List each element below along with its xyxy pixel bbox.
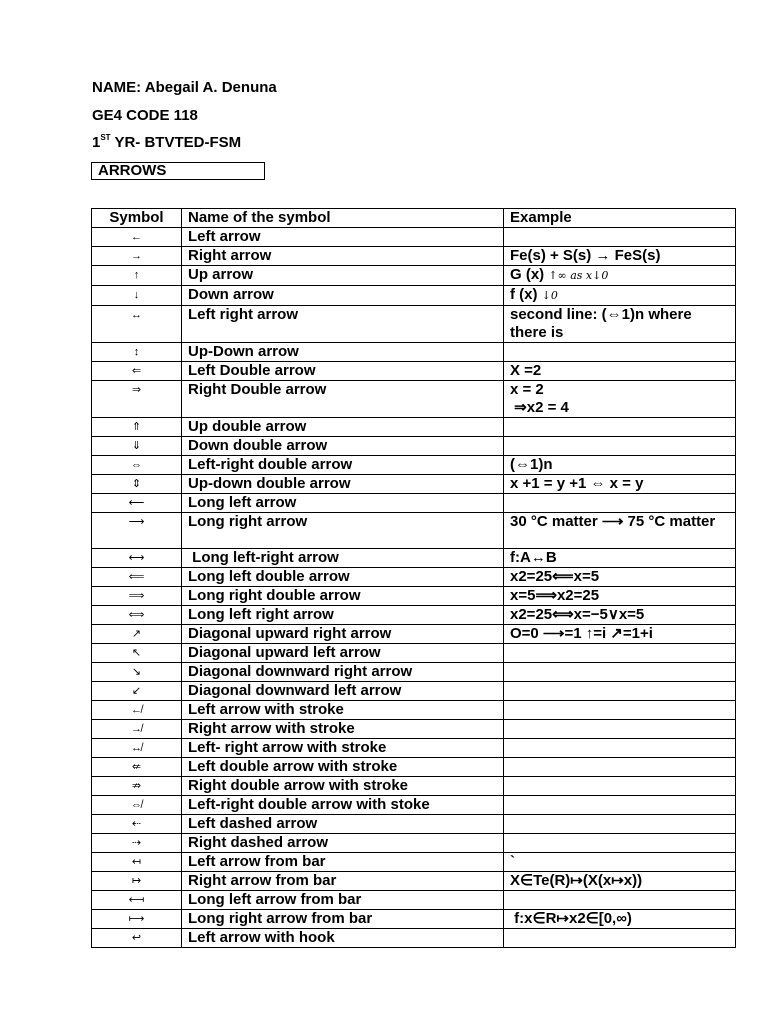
symbol-example (504, 625, 736, 644)
example-text: f:x∈R↦x2∈[0,∞) (510, 910, 632, 927)
table-row (92, 758, 736, 777)
arrow-symbol: ⇏ (92, 777, 182, 796)
example-text: x2=25⟺x=−5∨x=5 (510, 606, 645, 623)
arrow-symbol: ↮ (92, 739, 182, 758)
symbol-example (504, 758, 736, 777)
arrow-symbol: ⇒ (92, 381, 182, 418)
arrow-symbol: ⟸ (92, 568, 182, 587)
symbol-name: Up-Down arrow (182, 343, 504, 362)
table-row (92, 777, 736, 796)
table-row (92, 362, 736, 381)
symbol-name: Left dashed arrow (182, 815, 504, 834)
symbol-name: Long right arrow (182, 513, 504, 549)
arrow-symbol: ⇔ (92, 456, 182, 475)
table-row (92, 872, 736, 891)
example-text: X =2 (510, 362, 542, 379)
symbol-name: Up-down double arrow (182, 475, 504, 494)
symbol-example (504, 777, 736, 796)
example-line2: ⇒x2 = 4 (510, 399, 569, 416)
arrows-table (91, 208, 736, 948)
symbol-name: Long left right arrow (182, 606, 504, 625)
symbol-example (504, 663, 736, 682)
symbol-example (504, 381, 736, 418)
table-row (92, 663, 736, 682)
example-text: x = 2 (510, 381, 544, 398)
table-row (92, 682, 736, 701)
column-header: Name of the symbol (182, 209, 504, 228)
symbol-example (504, 834, 736, 853)
symbol-example (504, 343, 736, 362)
example-text: O=0 ⟶=1 ↑=i ↗=1+i (510, 625, 653, 642)
symbol-name: Diagonal downward right arrow (182, 663, 504, 682)
symbol-example (504, 494, 736, 513)
table-row (92, 853, 736, 872)
table-row (92, 475, 736, 494)
symbol-name: Right arrow with stroke (182, 720, 504, 739)
symbol-example (504, 456, 736, 475)
arrow-symbol: ⇕ (92, 475, 182, 494)
table-row (92, 228, 736, 247)
section-title: ARROWS (91, 162, 265, 180)
example-text: ` (510, 853, 515, 870)
symbol-example (504, 437, 736, 456)
symbol-name: Diagonal upward right arrow (182, 625, 504, 644)
symbol-example (504, 286, 736, 306)
symbol-name: Right Double arrow (182, 381, 504, 418)
symbol-name: Long right double arrow (182, 587, 504, 606)
arrow-symbol: ← (92, 228, 182, 247)
arrow-symbol: ⇑ (92, 418, 182, 437)
symbol-example (504, 796, 736, 815)
arrow-symbol: ↛ (92, 720, 182, 739)
symbol-example (504, 362, 736, 381)
arrow-symbol: ↩ (92, 929, 182, 948)
symbol-example (504, 720, 736, 739)
symbol-name: Long left arrow (182, 494, 504, 513)
symbol-name: Down double arrow (182, 437, 504, 456)
example-subscript: ↑∞ as x↓0 (548, 269, 609, 282)
example-text: x=5⟹x2=25 (510, 587, 600, 604)
symbol-example (504, 872, 736, 891)
symbol-name: Left right arrow (182, 306, 504, 343)
example-text: second line: (⇔1)n where there is (510, 306, 696, 341)
example-text: G (x) (510, 266, 545, 283)
example-text: f (x) (510, 286, 538, 303)
arrow-symbol: ⇠ (92, 815, 182, 834)
symbol-name: Right double arrow with stroke (182, 777, 504, 796)
symbol-example (504, 644, 736, 663)
table-row (92, 266, 736, 286)
symbol-example (504, 682, 736, 701)
symbol-name: Left arrow with hook (182, 929, 504, 948)
symbol-name: Long left double arrow (182, 568, 504, 587)
symbol-name: Left double arrow with stroke (182, 758, 504, 777)
symbol-example (504, 513, 736, 549)
table-row (92, 929, 736, 948)
arrow-symbol: ⟺ (92, 606, 182, 625)
table-row (92, 587, 736, 606)
arrow-symbol: ⇓ (92, 437, 182, 456)
symbol-name: Right arrow (182, 247, 504, 266)
arrow-symbol: ⇎ (92, 796, 182, 815)
example-text: 30 °C matter ⟶ 75 °C matter (510, 513, 716, 530)
arrow-symbol: ↘ (92, 663, 182, 682)
symbol-example (504, 815, 736, 834)
symbol-name: Long left-right arrow (182, 549, 504, 568)
arrow-symbol: ↤ (92, 853, 182, 872)
symbol-example (504, 549, 736, 568)
table-header-row (92, 209, 736, 228)
symbol-name: Left-right double arrow (182, 456, 504, 475)
program-text: YR- BTVTED-FSM (110, 134, 242, 151)
table-row (92, 513, 736, 549)
arrow-symbol: ⟹ (92, 587, 182, 606)
symbol-name: Left arrow (182, 228, 504, 247)
table-row (92, 456, 736, 475)
symbol-name: Left arrow from bar (182, 853, 504, 872)
symbol-name: Up double arrow (182, 418, 504, 437)
table-row (92, 815, 736, 834)
symbol-name: Up arrow (182, 266, 504, 286)
arrow-symbol: ↖ (92, 644, 182, 663)
arrow-symbol: ⇐ (92, 362, 182, 381)
example-text: f:A↔B (510, 549, 557, 566)
table-row (92, 381, 736, 418)
course-code: GE4 CODE 118 (92, 107, 198, 124)
symbol-name: Long right arrow from bar (182, 910, 504, 929)
example-text: x2=25⟸x=5 (510, 568, 600, 585)
symbol-example (504, 606, 736, 625)
table-row (92, 720, 736, 739)
symbol-example (504, 853, 736, 872)
table-row (92, 568, 736, 587)
symbol-example (504, 739, 736, 758)
year-number: 1 (92, 134, 101, 151)
arrow-symbol: ⟵ (92, 494, 182, 513)
table-row (92, 286, 736, 306)
table-row (92, 343, 736, 362)
symbol-name: Diagonal downward left arrow (182, 682, 504, 701)
arrow-symbol: ⟶ (92, 513, 182, 549)
column-header: Symbol (92, 209, 182, 228)
symbol-name: Left Double arrow (182, 362, 504, 381)
symbol-example (504, 266, 736, 286)
arrow-symbol: ↗ (92, 625, 182, 644)
example-text: (⇔1)n (510, 456, 553, 473)
year-section (92, 134, 241, 151)
table-row (92, 549, 736, 568)
arrow-symbol: ↦ (92, 872, 182, 891)
arrow-symbol: ↔ (92, 306, 182, 343)
table-row (92, 418, 736, 437)
table-row (92, 494, 736, 513)
arrow-symbol: ⟼ (92, 910, 182, 929)
example-text: Fe(s) + S(s) → FeS(s) (510, 247, 661, 264)
arrow-symbol: ⟷ (92, 549, 182, 568)
symbol-example (504, 587, 736, 606)
arrow-symbol: ⇢ (92, 834, 182, 853)
symbol-example (504, 228, 736, 247)
symbol-name: Right arrow from bar (182, 872, 504, 891)
arrow-symbol: ↑ (92, 266, 182, 286)
table-row (92, 701, 736, 720)
table-row (92, 247, 736, 266)
symbol-name: Diagonal upward left arrow (182, 644, 504, 663)
table-row (92, 306, 736, 343)
symbol-name: Long left arrow from bar (182, 891, 504, 910)
arrow-symbol: ⟻ (92, 891, 182, 910)
example-text: x +1 = y +1 ⇔ x = y (510, 475, 644, 492)
symbol-example (504, 475, 736, 494)
symbol-example (504, 891, 736, 910)
symbol-name: Right dashed arrow (182, 834, 504, 853)
year-suffix: ST (100, 133, 111, 142)
arrow-symbol: ↚ (92, 701, 182, 720)
example-subscript: ↓0 (541, 289, 558, 302)
symbol-example (504, 568, 736, 587)
symbol-example (504, 418, 736, 437)
symbol-example (504, 701, 736, 720)
table-row (92, 910, 736, 929)
table-row (92, 796, 736, 815)
symbol-example (504, 306, 736, 343)
table-row (92, 625, 736, 644)
symbol-example (504, 929, 736, 948)
arrow-symbol: ⇍ (92, 758, 182, 777)
example-text: X∈Te(R)↦(X(x↦x)) (510, 872, 643, 889)
student-name: NAME: Abegail A. Denuna (92, 79, 277, 96)
arrow-symbol: → (92, 247, 182, 266)
arrow-symbol: ↙ (92, 682, 182, 701)
arrow-symbol: ↕ (92, 343, 182, 362)
table-row (92, 834, 736, 853)
column-header: Example (504, 209, 736, 228)
symbol-name: Down arrow (182, 286, 504, 306)
symbol-example (504, 247, 736, 266)
symbol-name: Left arrow with stroke (182, 701, 504, 720)
table-row (92, 437, 736, 456)
table-row (92, 891, 736, 910)
table-row (92, 644, 736, 663)
symbol-name: Left- right arrow with stroke (182, 739, 504, 758)
symbol-name: Left-right double arrow with stoke (182, 796, 504, 815)
arrow-symbol: ↓ (92, 286, 182, 306)
symbol-example (504, 910, 736, 929)
table-row (92, 606, 736, 625)
table-row (92, 739, 736, 758)
